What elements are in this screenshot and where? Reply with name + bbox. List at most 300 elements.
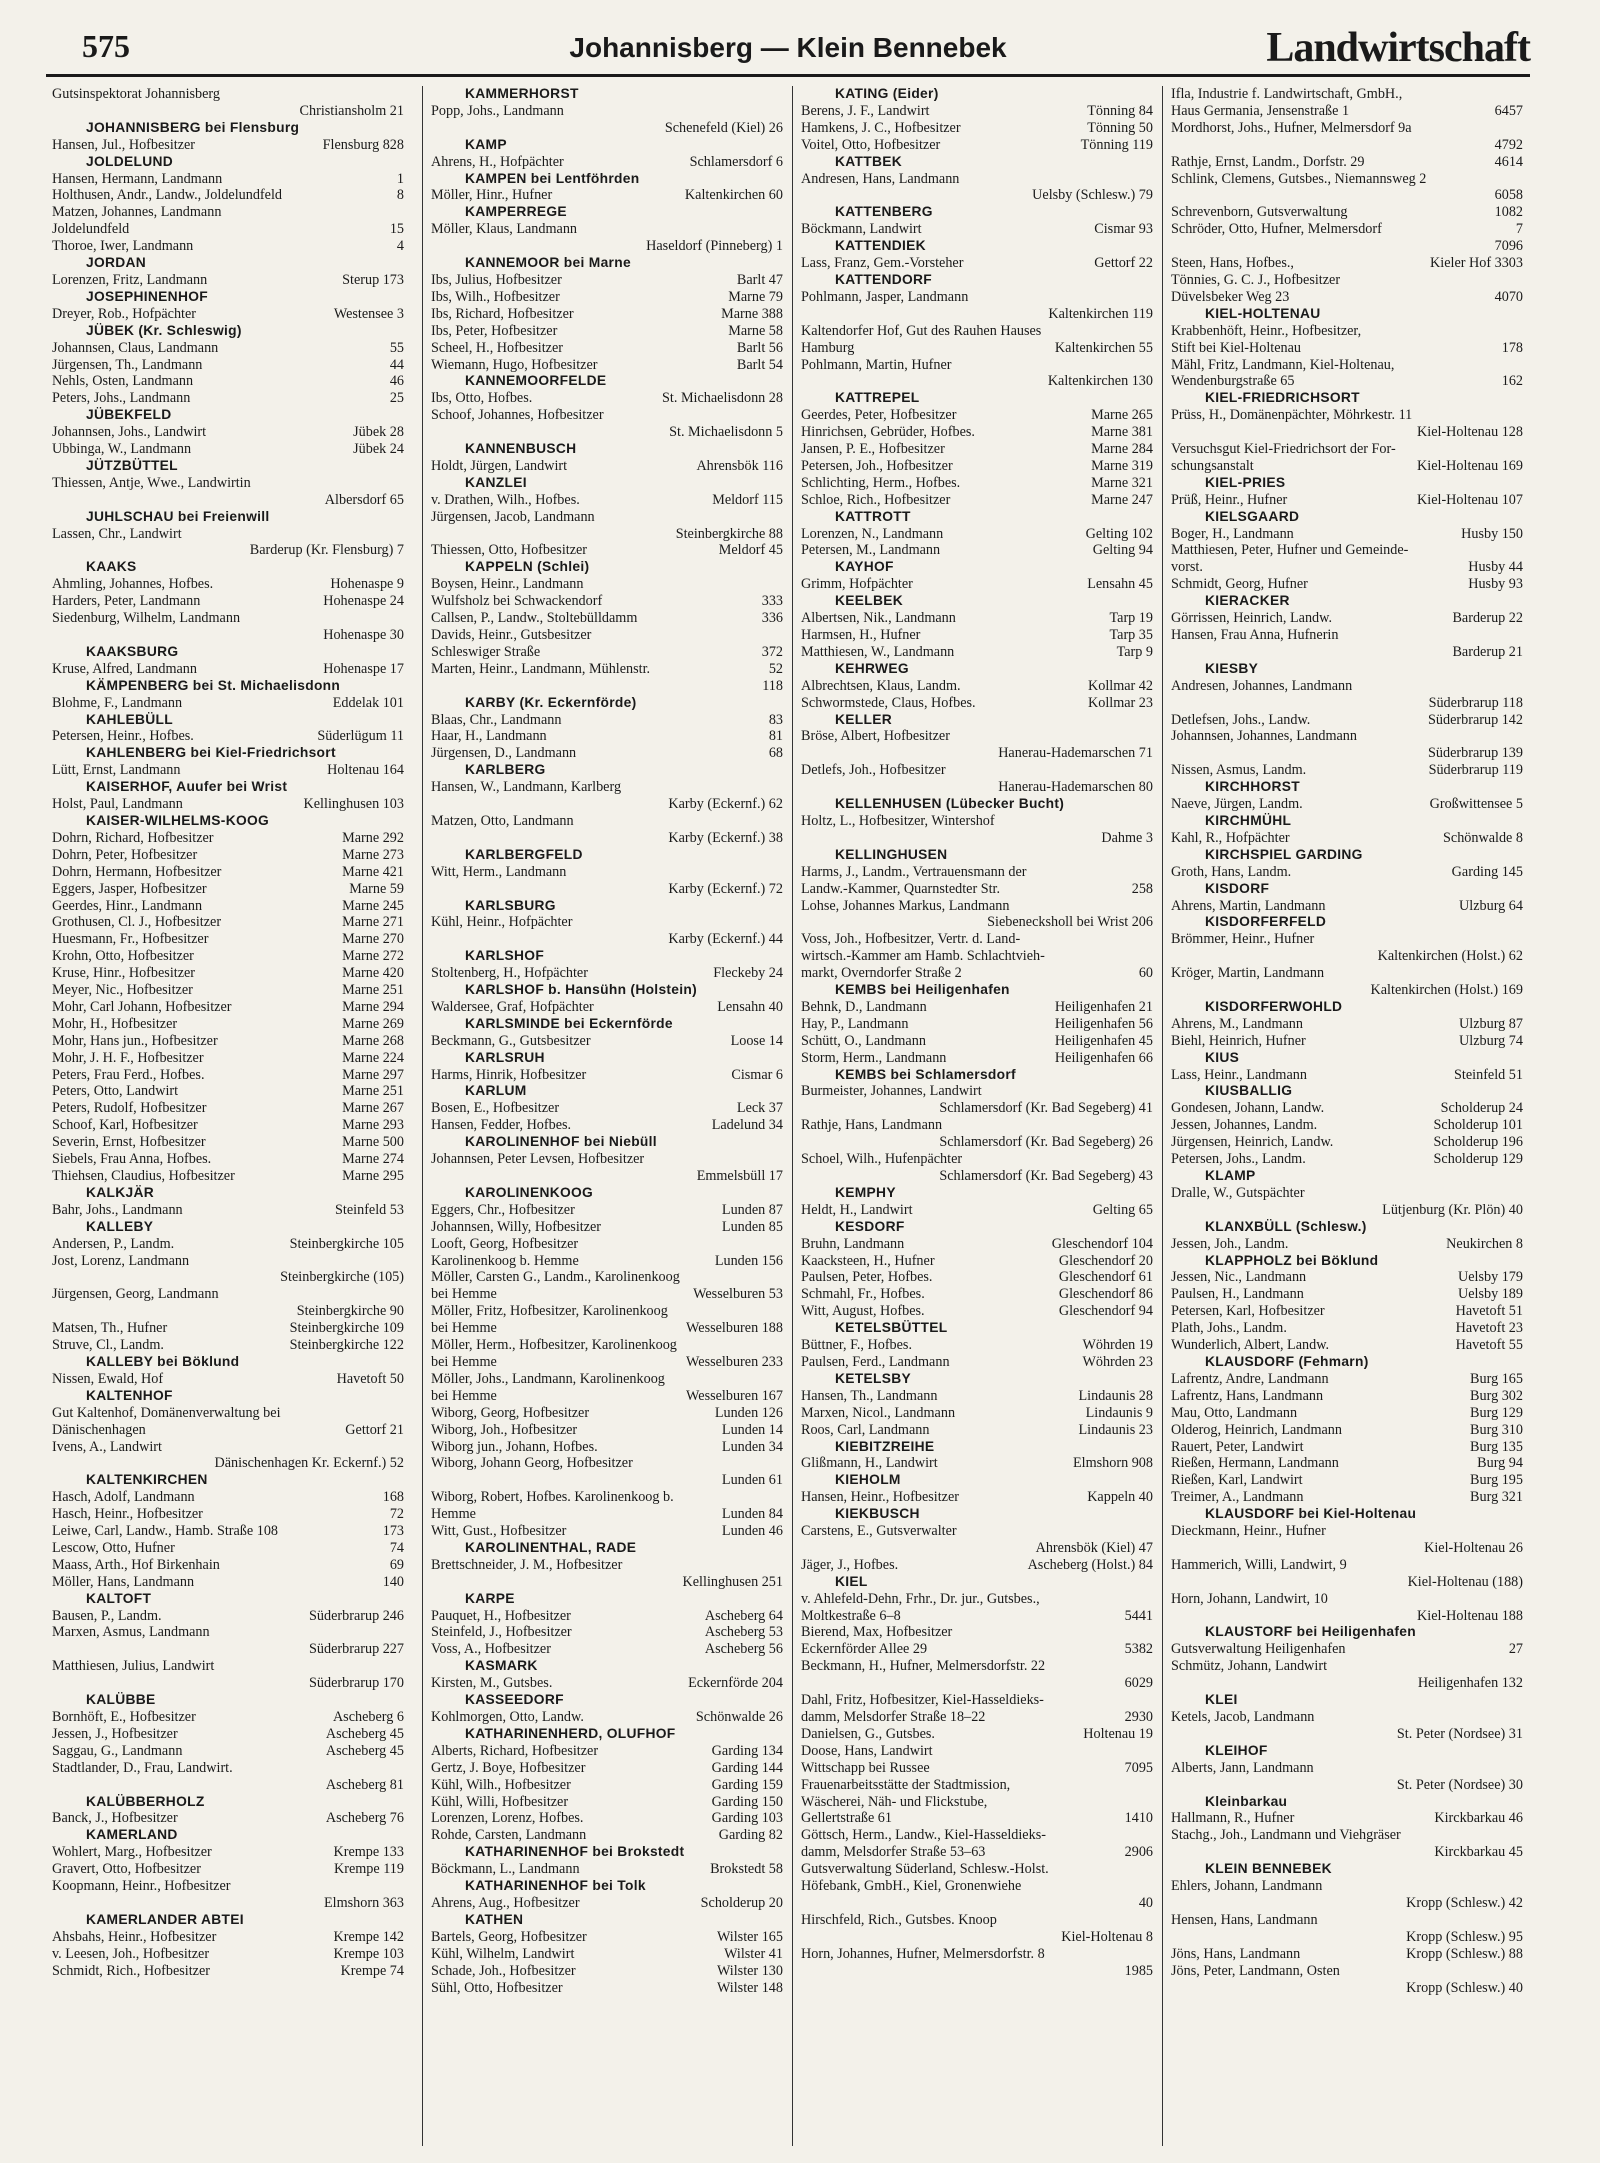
entry-phone: 4 [396,238,404,255]
directory-entry [52,1946,404,1963]
entry-phone: 7095 [1124,1759,1153,1776]
place-heading: KIEL-PRIES [1205,474,1286,490]
directory-entry [431,306,783,323]
entry-text: Jöns, Peter, Landmann, Osten [1171,1962,1340,1979]
directory-entry [801,424,1153,441]
entry-name: Görrissen, Heinrich, Landw. [1171,610,1333,627]
directory-entry [431,289,783,306]
entry-text: Matzen, Otto, Landmann [431,812,574,829]
entry-phone: Krempe 119 [334,1861,404,1878]
entry-name: Jürgensen, D., Landmann [431,745,577,762]
entry-text: Matzen, Johannes, Landmann [52,204,222,221]
directory-entry [801,1557,1153,1574]
entry-name: Ubbinga, W., Landmann [52,441,192,458]
entry-location: Kiel-Holtenau 188 [1417,1607,1523,1624]
entry-name: Naeve, Jürgen, Landm. [1171,796,1303,813]
entry-phone: Scholderup 20 [700,1894,783,1911]
entry-name: Storm, Herm., Landmann [801,1049,947,1066]
entry-name: Petersen, Joh., Hofbesitzer [801,457,953,474]
directory-entry [431,1743,783,1760]
place-heading: KLAUSTORF bei Heiligenhafen [1205,1624,1416,1640]
entry-text: Hansen, W., Landmann, Karlberg [431,779,622,796]
place-heading: JÜBEKFELD [86,407,172,423]
entry-text: Kaltendorfer Hof, Gut des Rauhen Hauses [801,322,1042,339]
entry-phone: 4070 [1494,288,1523,305]
directory-entry [431,999,783,1016]
place-heading: KEMBS bei Schlamersdorf [835,1066,1016,1082]
directory-entry [801,1726,1153,1743]
directory-entry [52,695,404,712]
entry-name: Marxen, Nicol., Landmann [801,1404,956,1421]
directory-entry [1171,712,1523,729]
directory-entry [1171,1151,1523,1168]
entry-text: v. Ahlefeld-Dehn, Frhr., Dr. jur., Gutsbes., [801,1590,1040,1607]
entry-name: Matthiesen, W., Landmann [801,643,955,660]
directory-entry [431,1675,783,1692]
directory-entry [1171,255,1523,272]
entry-location: Uelsby (Schlesw.) 79 [1032,187,1153,204]
entry-location: Steinbergkirche 88 [675,525,783,542]
entry-phone: Marne 500 [342,1134,404,1151]
entry-text: Tönnies, G. C. J., Hofbesitzer [1171,271,1341,288]
entry-text: Carstens, E., Gutsverwalter [801,1523,957,1540]
directory-entry [801,1253,1153,1270]
entry-location: Barderup 21 [1452,643,1523,660]
entry-name: Hansen, Heinr., Hofbesitzer [801,1489,959,1506]
entry-text: Thiessen, Antje, Wwe., Landwirtin [52,474,251,491]
place-heading: KIUSBALLIG [1205,1083,1293,1099]
entry-phone: Marne 269 [342,1015,404,1032]
directory-entry [52,1083,404,1100]
entry-name: Jöns, Hans, Landmann [1171,1945,1301,1962]
entry-text: Lassen, Chr., Landwirt [52,525,182,542]
directory-entry [431,1523,783,1540]
directory-entry [801,1844,1153,1861]
entry-phone: Marne 265 [1091,407,1153,424]
entry-text: Mordhorst, Johs., Hufner, Melmersdorf 9a [1171,119,1412,136]
entry-location: 6058 [1494,187,1523,204]
directory-entry [52,1371,404,1388]
place-heading: JOHANNISBERG bei Flensburg [86,119,300,135]
entry-phone: Lindaunis 28 [1078,1387,1153,1404]
entry-name: Petersen, Heinr., Hofbes. [52,728,194,745]
entry-phone: Gleschendorf 86 [1058,1286,1153,1303]
entry-phone: 55 [389,339,404,356]
entry-name: Möller, Hinr., Hufner [431,187,553,204]
entry-name: Steen, Hans, Hofbes., [1171,255,1294,272]
entry-phone: Lunden 85 [721,1218,783,1235]
entry-location: Kropp (Schlesw.) 95 [1406,1928,1523,1945]
entry-phone: Ascheberg 53 [704,1624,783,1641]
entry-text: Boysen, Heinr., Landmann [431,576,584,593]
entry-phone: Lunden 156 [714,1252,783,1269]
entry-name: Andersen, P., Landm. [52,1235,175,1252]
entry-text: Stadtlander, D., Frau, Landwirt. [52,1759,233,1776]
directory-entry [52,965,404,982]
directory-entry [801,1810,1153,1827]
directory-entry [431,357,783,374]
directory-entry [52,1608,404,1625]
entry-text: Pohlmann, Martin, Hufner [801,356,952,373]
entry-phone: Marne 59 [349,880,404,897]
place-heading: KARLBERG [465,762,546,778]
entry-phone: Marne 79 [728,288,783,305]
entry-phone: Flensburg 828 [322,136,404,153]
entry-text: Wäscherei, Näh- und Flickstube, [801,1793,988,1810]
directory-entry [431,272,783,289]
entry-phone: Heiligenhafen 45 [1054,1032,1153,1049]
entry-phone: Gleschendorf 20 [1058,1252,1153,1269]
entry-phone: Ulzburg 87 [1459,1015,1523,1032]
entry-location: Kiel-Holtenau 128 [1417,424,1523,441]
entry-name: Schoof, Karl, Hofbesitzer [52,1117,198,1134]
entry-phone: Marne 224 [342,1049,404,1066]
directory-entry [801,610,1153,627]
entry-phone: 1410 [1124,1810,1153,1827]
directory-entry [801,1709,1153,1726]
directory-entry [431,745,783,762]
entry-name: Geerdes, Hinr., Landmann [52,897,203,914]
place-heading: KEHRWEG [835,660,909,676]
place-heading: KALTENKIRCHEN [86,1472,208,1488]
entry-phone: 46 [389,373,404,390]
entry-text: Kröger, Martin, Landmann [1171,965,1325,982]
entry-text: Wiborg, Robert, Hofbes. Karolinenkoog b. [431,1489,674,1506]
directory-entry [52,864,404,881]
entry-name: Johannsen, Willy, Hofbesitzer [431,1218,602,1235]
entry-text: Holtz, L., Hofbesitzer, Wintershof [801,812,995,829]
entry-name: Ibs, Julius, Hofbesitzer [431,271,562,288]
directory-entry [52,1523,404,1540]
entry-text: Harms, J., Landm., Vertrauensmann der [801,863,1027,880]
directory-entry [431,323,783,340]
entry-location: Karby (Eckernf.) 44 [668,931,783,948]
entry-phone: Gelting 94 [1092,542,1153,559]
entry-name: Prüß, Heinr., Hufner [1171,491,1288,508]
directory-entry [52,441,404,458]
entry-location: Schlamersdorf (Kr. Bad Segeberg) 41 [939,1100,1153,1117]
entry-phone: Marne 388 [721,305,783,322]
directory-entry [52,272,404,289]
entry-location: Kellinghusen 251 [682,1573,783,1590]
entry-phone: 72 [389,1506,404,1523]
place-heading: KLEIHOF [1205,1742,1268,1758]
entry-phone: Scholderup 129 [1433,1151,1523,1168]
directory-entry [801,1405,1153,1422]
entry-name: Schlichting, Herm., Hofbes. [801,474,961,491]
entry-phone: Großwittensee 5 [1429,796,1523,813]
entry-text: Möller, Carsten G., Landm., Karolinenkoog [431,1269,680,1286]
entry-text: Mähl, Fritz, Landmann, Kiel-Holtenau, [1171,356,1395,373]
entry-name: Bornhöft, E., Hofbesitzer [52,1709,196,1725]
place-heading: KAROLINENHOF bei Niebüll [465,1134,657,1150]
directory-entry [1171,830,1523,847]
entry-name: Peters, Frau Ferd., Hofbes. [52,1066,205,1083]
directory-entry [431,1439,783,1456]
entry-name: Leiwe, Carl, Landw., Hamb. Straße 108 [52,1523,279,1540]
entry-location: 118 [762,677,783,694]
entry-phone: Krempe 103 [333,1945,404,1962]
entry-name: Mohr, Carl Johann, Hofbesitzer [52,998,232,1015]
entry-phone: Ascheberg 45 [325,1725,404,1742]
entry-text: Johannsen, Johannes, Landmann [1171,728,1357,745]
entry-text: Ehlers, Johann, Landmann [1171,1878,1323,1895]
place-heading: JUHLSCHAU bei Freienwill [86,508,270,524]
place-heading: KAMERLANDER ABTEI [86,1911,244,1927]
entry-phone: Marne 273 [342,846,404,863]
entry-phone: Marne 292 [342,829,404,846]
directory-entry [52,1929,404,1946]
entry-location: Schlamersdorf (Kr. Bad Segeberg) 26 [939,1134,1153,1151]
entry-name: Lafrentz, Hans, Landmann [1171,1387,1324,1404]
entry-name: Peters, Otto, Landwirt [52,1083,179,1100]
entry-name: Bahr, Johs., Landmann [52,1201,183,1218]
directory-entry [801,695,1153,712]
directory-entry [52,390,404,407]
place-heading: KANNEMOORFELDE [465,373,607,389]
entry-phone: Uelsby 179 [1457,1269,1523,1286]
entry-phone: Barlt 56 [736,339,783,356]
entry-name: Callsen, P., Landw., Stoltebülldamm [431,610,638,627]
entry-name: Mau, Otto, Landmann [1171,1404,1298,1421]
entry-phone: 2906 [1124,1844,1153,1861]
directory-entry [52,1337,404,1354]
entry-phone: Gettorf 22 [1094,255,1153,272]
entry-location: Siebenecksholl bei Wrist 206 [987,914,1153,931]
directory-entry [1171,373,1523,390]
directory-entry [431,610,783,627]
directory-entry [1171,1236,1523,1253]
directory-entry [431,1506,783,1523]
entry-name: Petersen, Karl, Hofbesitzer [1171,1303,1325,1320]
entry-location: 40 [1138,1894,1153,1911]
entry-location: Kirckbarkau 45 [1434,1844,1523,1861]
entry-phone: Tönning 50 [1087,119,1153,136]
directory-entry [801,458,1153,475]
entry-name: Blaas, Chr., Landmann [431,711,562,728]
directory-entry [431,154,783,171]
entry-location: Lunden 61 [721,1472,783,1489]
directory-entry [1171,1489,1523,1506]
entry-name: Gondesen, Johann, Landw. [1171,1100,1325,1117]
directory-entry [431,340,783,357]
directory-entry [52,830,404,847]
entry-text: Ivens, A., Landwirt [52,1438,162,1455]
place-heading: JÜBEK (Kr. Schleswig) [86,322,242,338]
entry-phone: Loose 14 [730,1032,783,1049]
entry-name: Rießen, Hermann, Landmann [1171,1455,1339,1472]
entry-phone: Husby 93 [1468,576,1523,593]
entry-phone: Kollmar 42 [1087,677,1153,694]
entry-location: Elmshorn 363 [324,1894,404,1911]
directory-entry [801,576,1153,593]
entry-phone: Süderbrarup 142 [1428,711,1523,728]
entry-name: Steinfeld, J., Hofbesitzer [431,1624,572,1641]
entry-location: Hanerau-Hademarschen 80 [998,779,1153,796]
place-heading: KLAMP [1205,1168,1256,1183]
directory-entry [1171,458,1523,475]
entry-text: Matthiesen, Julius, Landwirt [52,1658,215,1675]
entry-text: Hensen, Hans, Landmann [1171,1911,1318,1928]
entry-name: Thoroe, Iwer, Landmann [52,238,194,255]
directory-entry [801,137,1153,154]
directory-entry [801,542,1153,559]
entry-name: Nissen, Asmus, Landm. [1171,762,1307,779]
entry-phone: Barderup 22 [1452,610,1523,627]
place-heading: KARLSHOF b. Hansühn (Holstein) [465,982,698,998]
entry-phone: 168 [382,1489,404,1506]
directory-entry [801,1033,1153,1050]
entry-name: Boger, H., Landmann [1171,525,1294,542]
entry-text: Hansen, Frau Anna, Hufnerin [1171,627,1339,643]
entry-phone: Steinbergkirche 122 [289,1337,404,1354]
entry-phone: 83 [768,711,783,728]
entry-name: Schröder, Otto, Hufner, Melmersdorf [1171,221,1382,238]
entry-text: Jost, Lorenz, Landmann [52,1252,190,1269]
directory-entry [52,1963,404,1980]
entry-name: Thiehsen, Claudius, Hofbesitzer [52,1168,235,1184]
directory-entry [52,373,404,390]
entry-name: Ahrens, Martin, Landmann [1171,897,1326,914]
entry-phone: 5441 [1124,1607,1153,1624]
entry-name: Düvelsbeker Weg 23 [1171,288,1290,305]
directory-entry [431,1810,783,1827]
entry-phone: Marne 319 [1091,457,1153,474]
entry-phone: Krempe 74 [340,1962,404,1979]
entry-name: Lafrentz, Andre, Landmann [1171,1370,1329,1387]
directory-entry [431,1963,783,1980]
directory-entry [1171,1422,1523,1439]
entry-phone: Brokstedt 58 [710,1861,783,1878]
place-heading: KIRCHHORST [1205,779,1300,795]
entry-location: Kaltenkirchen 130 [1047,373,1153,390]
directory-entry [431,1709,783,1726]
place-heading: KALTOFT [86,1590,152,1606]
entry-phone: Leck 37 [736,1100,783,1117]
place-heading: KIEL [835,1573,868,1589]
entry-phone: Garding 134 [711,1742,783,1759]
entry-phone: 68 [768,745,783,762]
place-heading: KARLSRUH [465,1049,545,1065]
entry-phone: Ascheberg (Holst.) 84 [1027,1556,1153,1573]
directory-entry [52,898,404,915]
entry-name: Landw.-Kammer, Quarnstedter Str. [801,880,1001,897]
entry-phone: Marne 270 [342,931,404,948]
directory-entry [1171,1100,1523,1117]
entry-name: Groth, Hans, Landm. [1171,863,1292,880]
directory-entry [431,492,783,509]
entry-name: Peters, Rudolf, Hofbesitzer [52,1100,207,1117]
entry-name: Lass, Franz, Gem.-Vorsteher [801,255,964,272]
place-heading: KÄMPENBERG bei St. Michaelisdonn [86,677,341,693]
entry-location: Heiligenhafen 132 [1417,1675,1523,1692]
directory-entry [52,1574,404,1591]
entry-text: Ifla, Industrie f. Landwirtschaft, GmbH., [1171,86,1403,102]
place-heading: KAHLEBÜLL [86,711,174,727]
directory-entry [431,1895,783,1912]
entry-phone: Marne 381 [1091,424,1153,441]
place-heading: KIUS [1205,1049,1240,1065]
entry-name: Gravert, Otto, Hofbesitzer [52,1861,201,1878]
entry-name: Dohrn, Richard, Hofbesitzer [52,829,214,846]
entry-phone: Tarp 19 [1109,610,1153,627]
entry-name: Dreyer, Rob., Hofpächter [52,305,197,322]
directory-entry [52,1168,404,1185]
place-heading: KALTENHOF [86,1387,173,1403]
entry-phone: Ascheberg 45 [325,1742,404,1759]
entry-name: Mohr, J. H. F., Hofbesitzer [52,1049,204,1066]
entry-phone: 140 [382,1573,404,1590]
directory-entry [431,1777,783,1794]
place-heading: KAROLINENTHAL, RADE [465,1539,637,1555]
entry-name: Ibs, Peter, Hofbesitzer [431,322,558,339]
place-heading: KAROLINENKOOG [465,1184,594,1200]
entry-phone: 372 [761,643,783,660]
entry-name: Jessen, Nic., Landmann [1171,1269,1307,1286]
entry-name: Krohn, Otto, Hofbesitzer [52,948,194,965]
directory-entry [801,1050,1153,1067]
entry-name: Möller, Hans, Landmann [52,1573,195,1590]
entry-location: Kropp (Schlesw.) 40 [1406,1979,1523,1996]
entry-text: Alberts, Jann, Landmann [1171,1759,1314,1776]
entry-location: Albersdorf 65 [324,491,404,508]
entry-name: Thiessen, Otto, Hofbesitzer [431,542,588,559]
entry-name: bei Hemme [431,1353,497,1370]
directory-entry [1171,1286,1523,1303]
place-heading: KANNEMOOR bei Marne [465,255,631,271]
directory-entry [801,1760,1153,1777]
entry-text: Beckmann, H., Hufner, Melmersdorfstr. 22 [801,1658,1046,1675]
entry-name: bei Hemme [431,1387,497,1404]
place-heading: KARLBERGFELD [465,846,583,862]
directory-entry [431,1117,783,1134]
entry-phone: Wöhrden 19 [1082,1337,1153,1354]
directory-entry [801,999,1153,1016]
entry-name: Witt, Gust., Hofbesitzer [431,1523,567,1540]
directory-entry [52,1236,404,1253]
entry-phone: 6457 [1494,102,1523,119]
place-heading: KLAUSDORF bei Kiel-Holtenau [1205,1506,1417,1522]
entry-location: Karby (Eckernf.) 38 [668,829,783,846]
running-head: Johannisberg — Klein Bennebek [569,32,1007,63]
entry-phone: Ahrensbök 116 [696,457,783,474]
entry-phone: Krempe 142 [333,1928,404,1945]
entry-name: Albrechtsen, Klaus, Landm. [801,677,961,694]
entry-text: Versuchsgut Kiel-Friedrichsort der For- [1171,441,1396,458]
directory-entry [1171,1303,1523,1320]
entry-phone: Barlt 54 [736,356,783,373]
entry-text: Göttsch, Herm., Landw., Kiel-Hasseldieks- [801,1827,1046,1844]
directory-entry [52,187,404,204]
entry-phone: Cismar 93 [1094,221,1153,238]
entry-phone: Eddelak 101 [332,694,404,711]
entry-location: Christiansholm 21 [299,102,404,119]
entry-phone: Havetoft 23 [1455,1320,1523,1337]
entry-phone: Heiligenhafen 56 [1054,1015,1153,1032]
entry-name: Hansen, Fedder, Hofbes. [431,1117,572,1134]
entry-phone: Burg 195 [1470,1472,1523,1489]
directory-entry [801,1388,1153,1405]
entry-text: Möller, Klaus, Landmann [431,221,578,238]
entry-name: Holthusen, Andr., Landw., Joldelundfeld [52,187,282,204]
entry-phone: Lensahn 45 [1087,576,1153,593]
entry-phone: 4614 [1494,153,1523,170]
entry-name: Kirsten, M., Gutsbes. [431,1675,553,1692]
entry-location: Karby (Eckernf.) 62 [668,796,783,813]
directory-entry [801,407,1153,424]
directory-entry [431,458,783,475]
entry-name: Bartels, Georg, Hofbesitzer [431,1928,587,1945]
